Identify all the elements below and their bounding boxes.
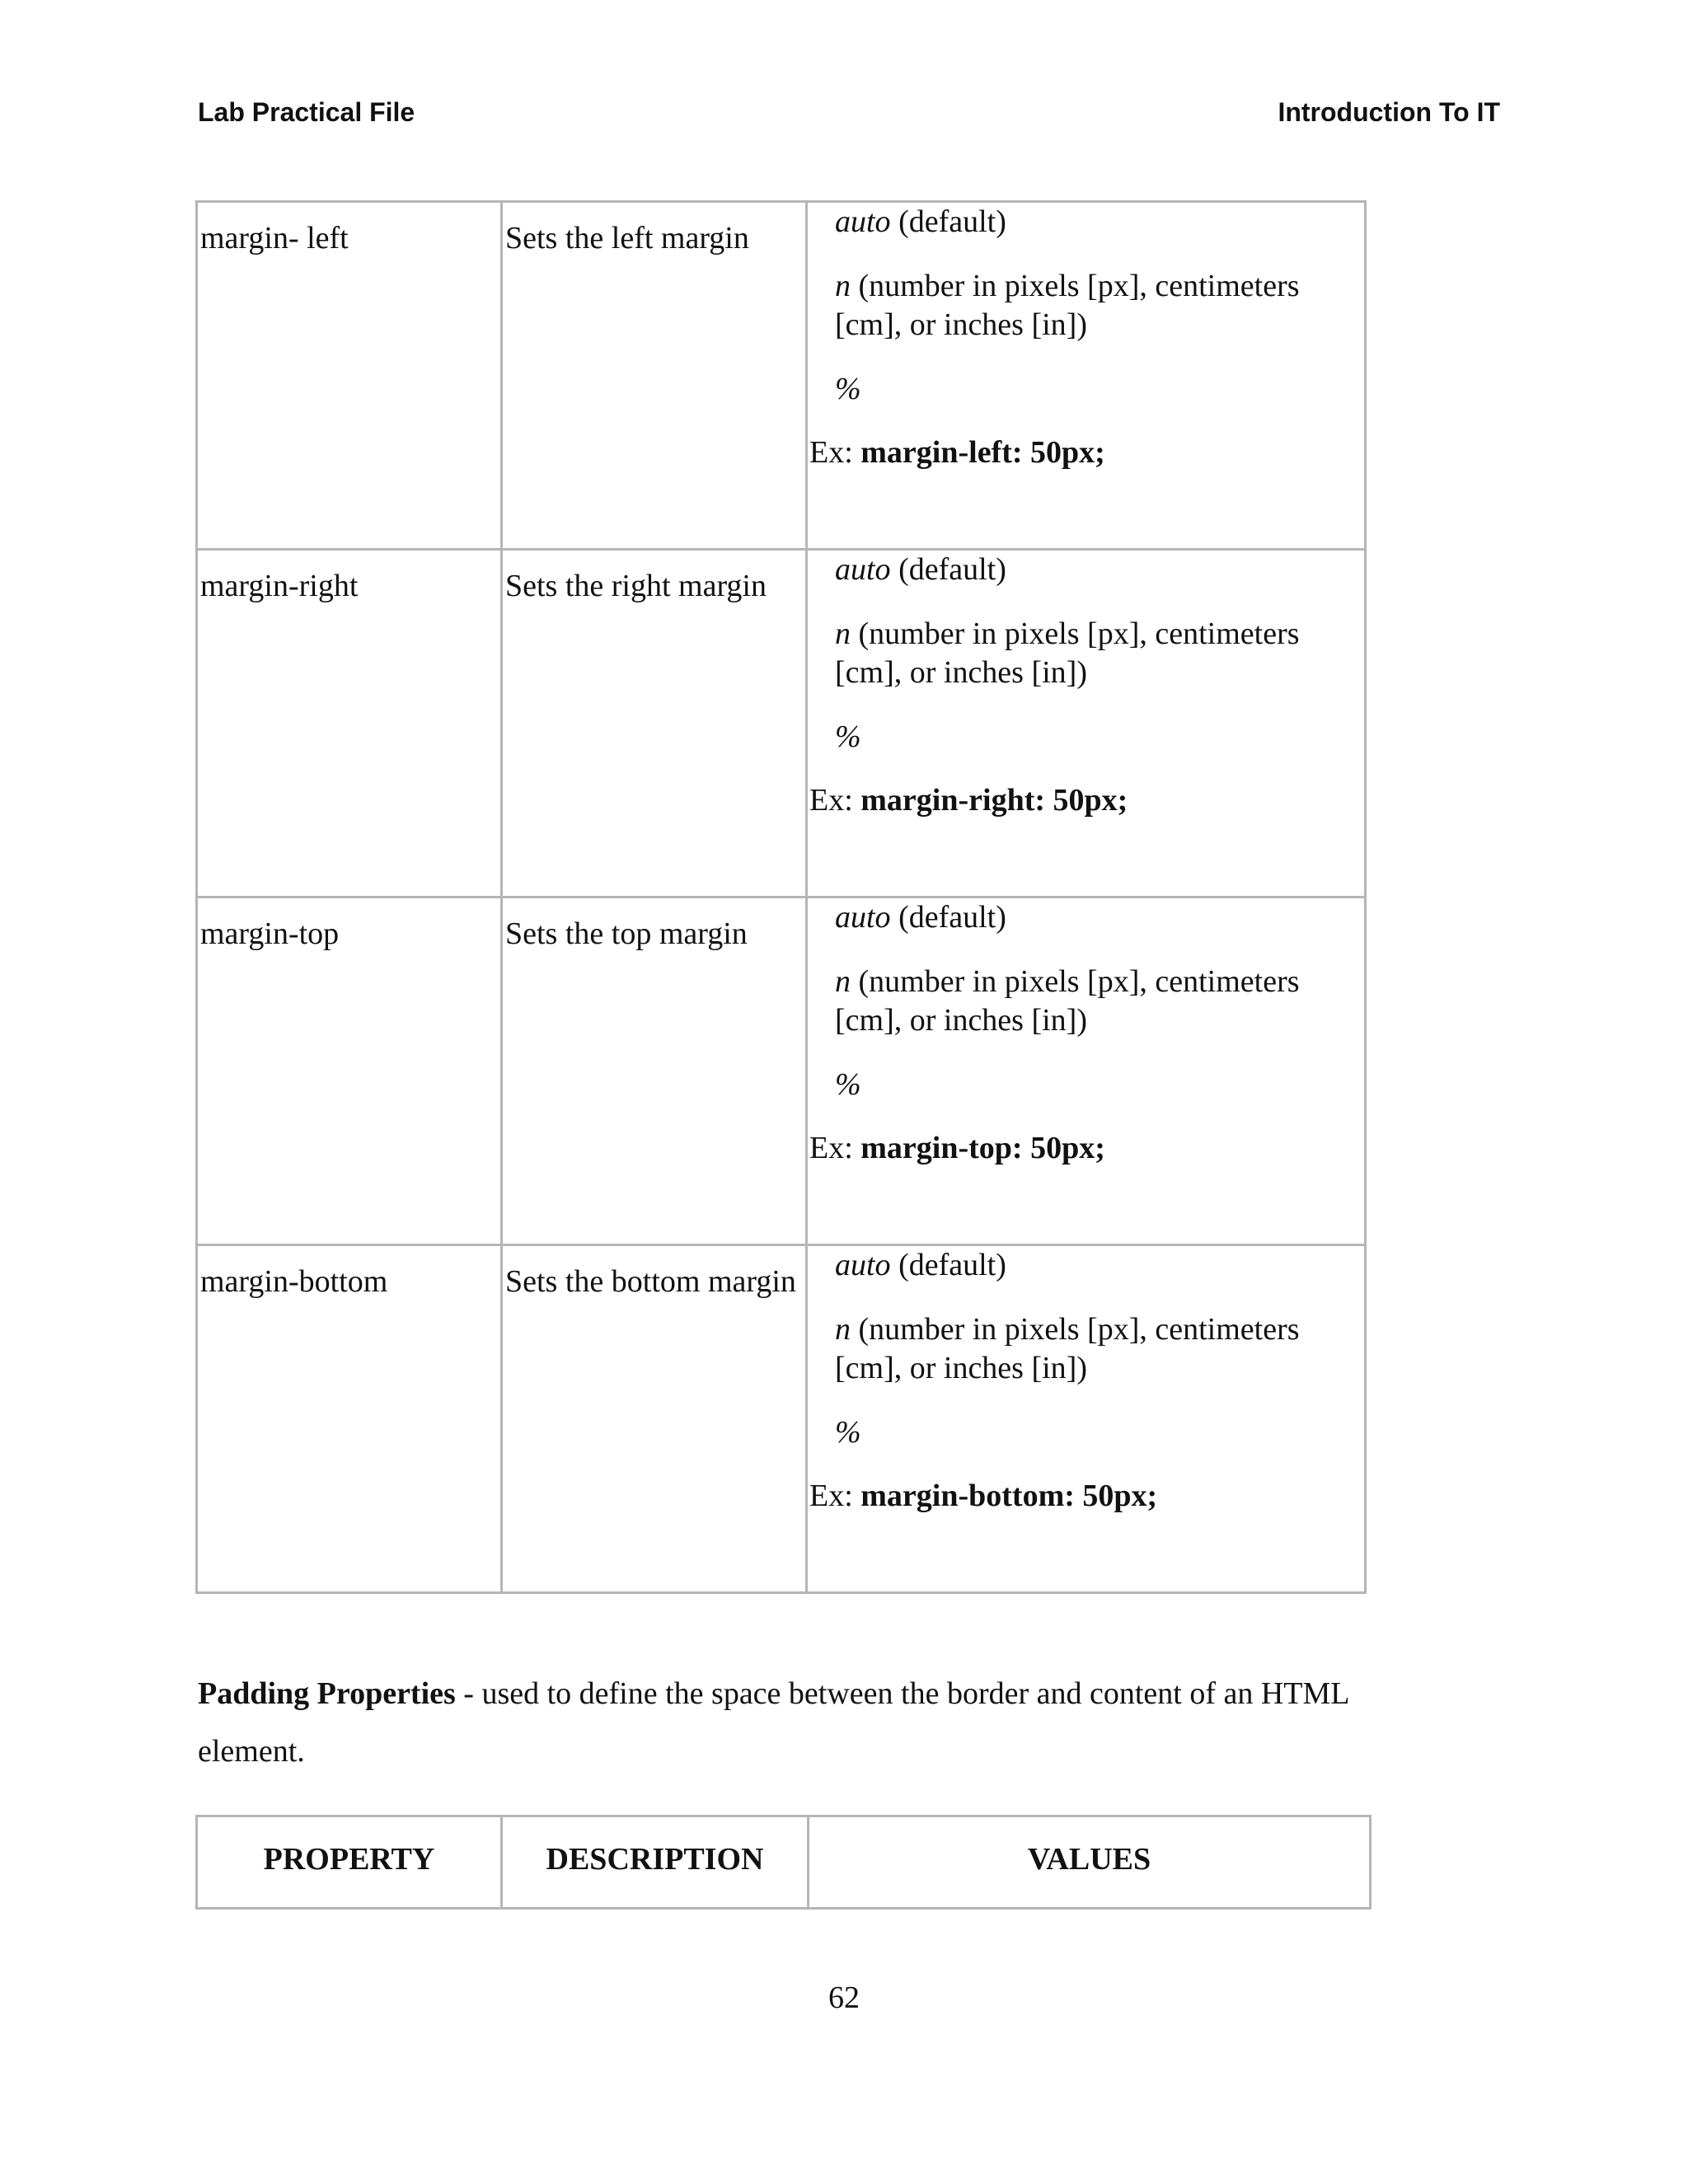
value-percent: % <box>835 1066 861 1102</box>
padding-properties-paragraph <box>198 1665 1434 1780</box>
values-cell <box>807 550 1366 898</box>
page-number: 62 <box>828 1980 860 2015</box>
property-cell: margin- left <box>197 202 502 550</box>
page-header <box>198 97 1500 138</box>
value-example: Ex: margin-top: 50px; <box>809 1131 1105 1165</box>
value-number: n (number in pixels [px], centimeters [cm], or inches [in]) <box>835 616 1300 690</box>
column-header-values: VALUES <box>809 1816 1371 1909</box>
column-header-description: DESCRIPTION <box>502 1816 809 1909</box>
padding-properties-definition: - used to define the space between the border and content of an HTML element. <box>198 1676 1349 1769</box>
description-cell: Sets the top margin <box>502 898 807 1245</box>
value-auto: auto (default) <box>835 204 1006 239</box>
description-cell: Sets the bottom margin <box>502 1245 807 1593</box>
table-row <box>197 1245 1366 1593</box>
padding-properties-term: Padding Properties <box>198 1676 456 1711</box>
value-auto: auto (default) <box>835 552 1006 587</box>
value-auto: auto (default) <box>835 900 1006 935</box>
margin-properties-table <box>195 200 1367 1594</box>
value-example: Ex: margin-left: 50px; <box>809 435 1105 470</box>
value-auto: auto (default) <box>835 1248 1006 1282</box>
value-example: Ex: margin-right: 50px; <box>809 783 1128 818</box>
value-percent: % <box>835 1414 861 1450</box>
values-cell <box>807 898 1366 1245</box>
value-number: n (number in pixels [px], centimeters [cm], or inches [in]) <box>835 963 1300 1038</box>
header-right-title: Introduction To IT <box>1278 97 1500 127</box>
padding-properties-table <box>195 1815 1372 1910</box>
value-percent: % <box>835 719 861 754</box>
value-example: Ex: margin-bottom: 50px; <box>809 1479 1158 1513</box>
property-cell: margin-bottom <box>197 1245 502 1593</box>
value-percent: % <box>835 371 861 406</box>
table-row <box>197 898 1366 1245</box>
table-row <box>197 550 1366 898</box>
column-header-property: PROPERTY <box>197 1816 502 1909</box>
header-left-title: Lab Practical File <box>198 97 415 127</box>
property-cell: margin-top <box>197 898 502 1245</box>
table-header-row <box>197 1816 1371 1909</box>
description-cell: Sets the right margin <box>502 550 807 898</box>
property-cell: margin-right <box>197 550 502 898</box>
value-number: n (number in pixels [px], centimeters [cm], or inches [in]) <box>835 268 1300 342</box>
values-cell <box>807 1245 1366 1593</box>
value-number: n (number in pixels [px], centimeters [cm], or inches [in]) <box>835 1311 1300 1385</box>
values-cell <box>807 202 1366 550</box>
description-cell: Sets the left margin <box>502 202 807 550</box>
table-row <box>197 202 1366 550</box>
